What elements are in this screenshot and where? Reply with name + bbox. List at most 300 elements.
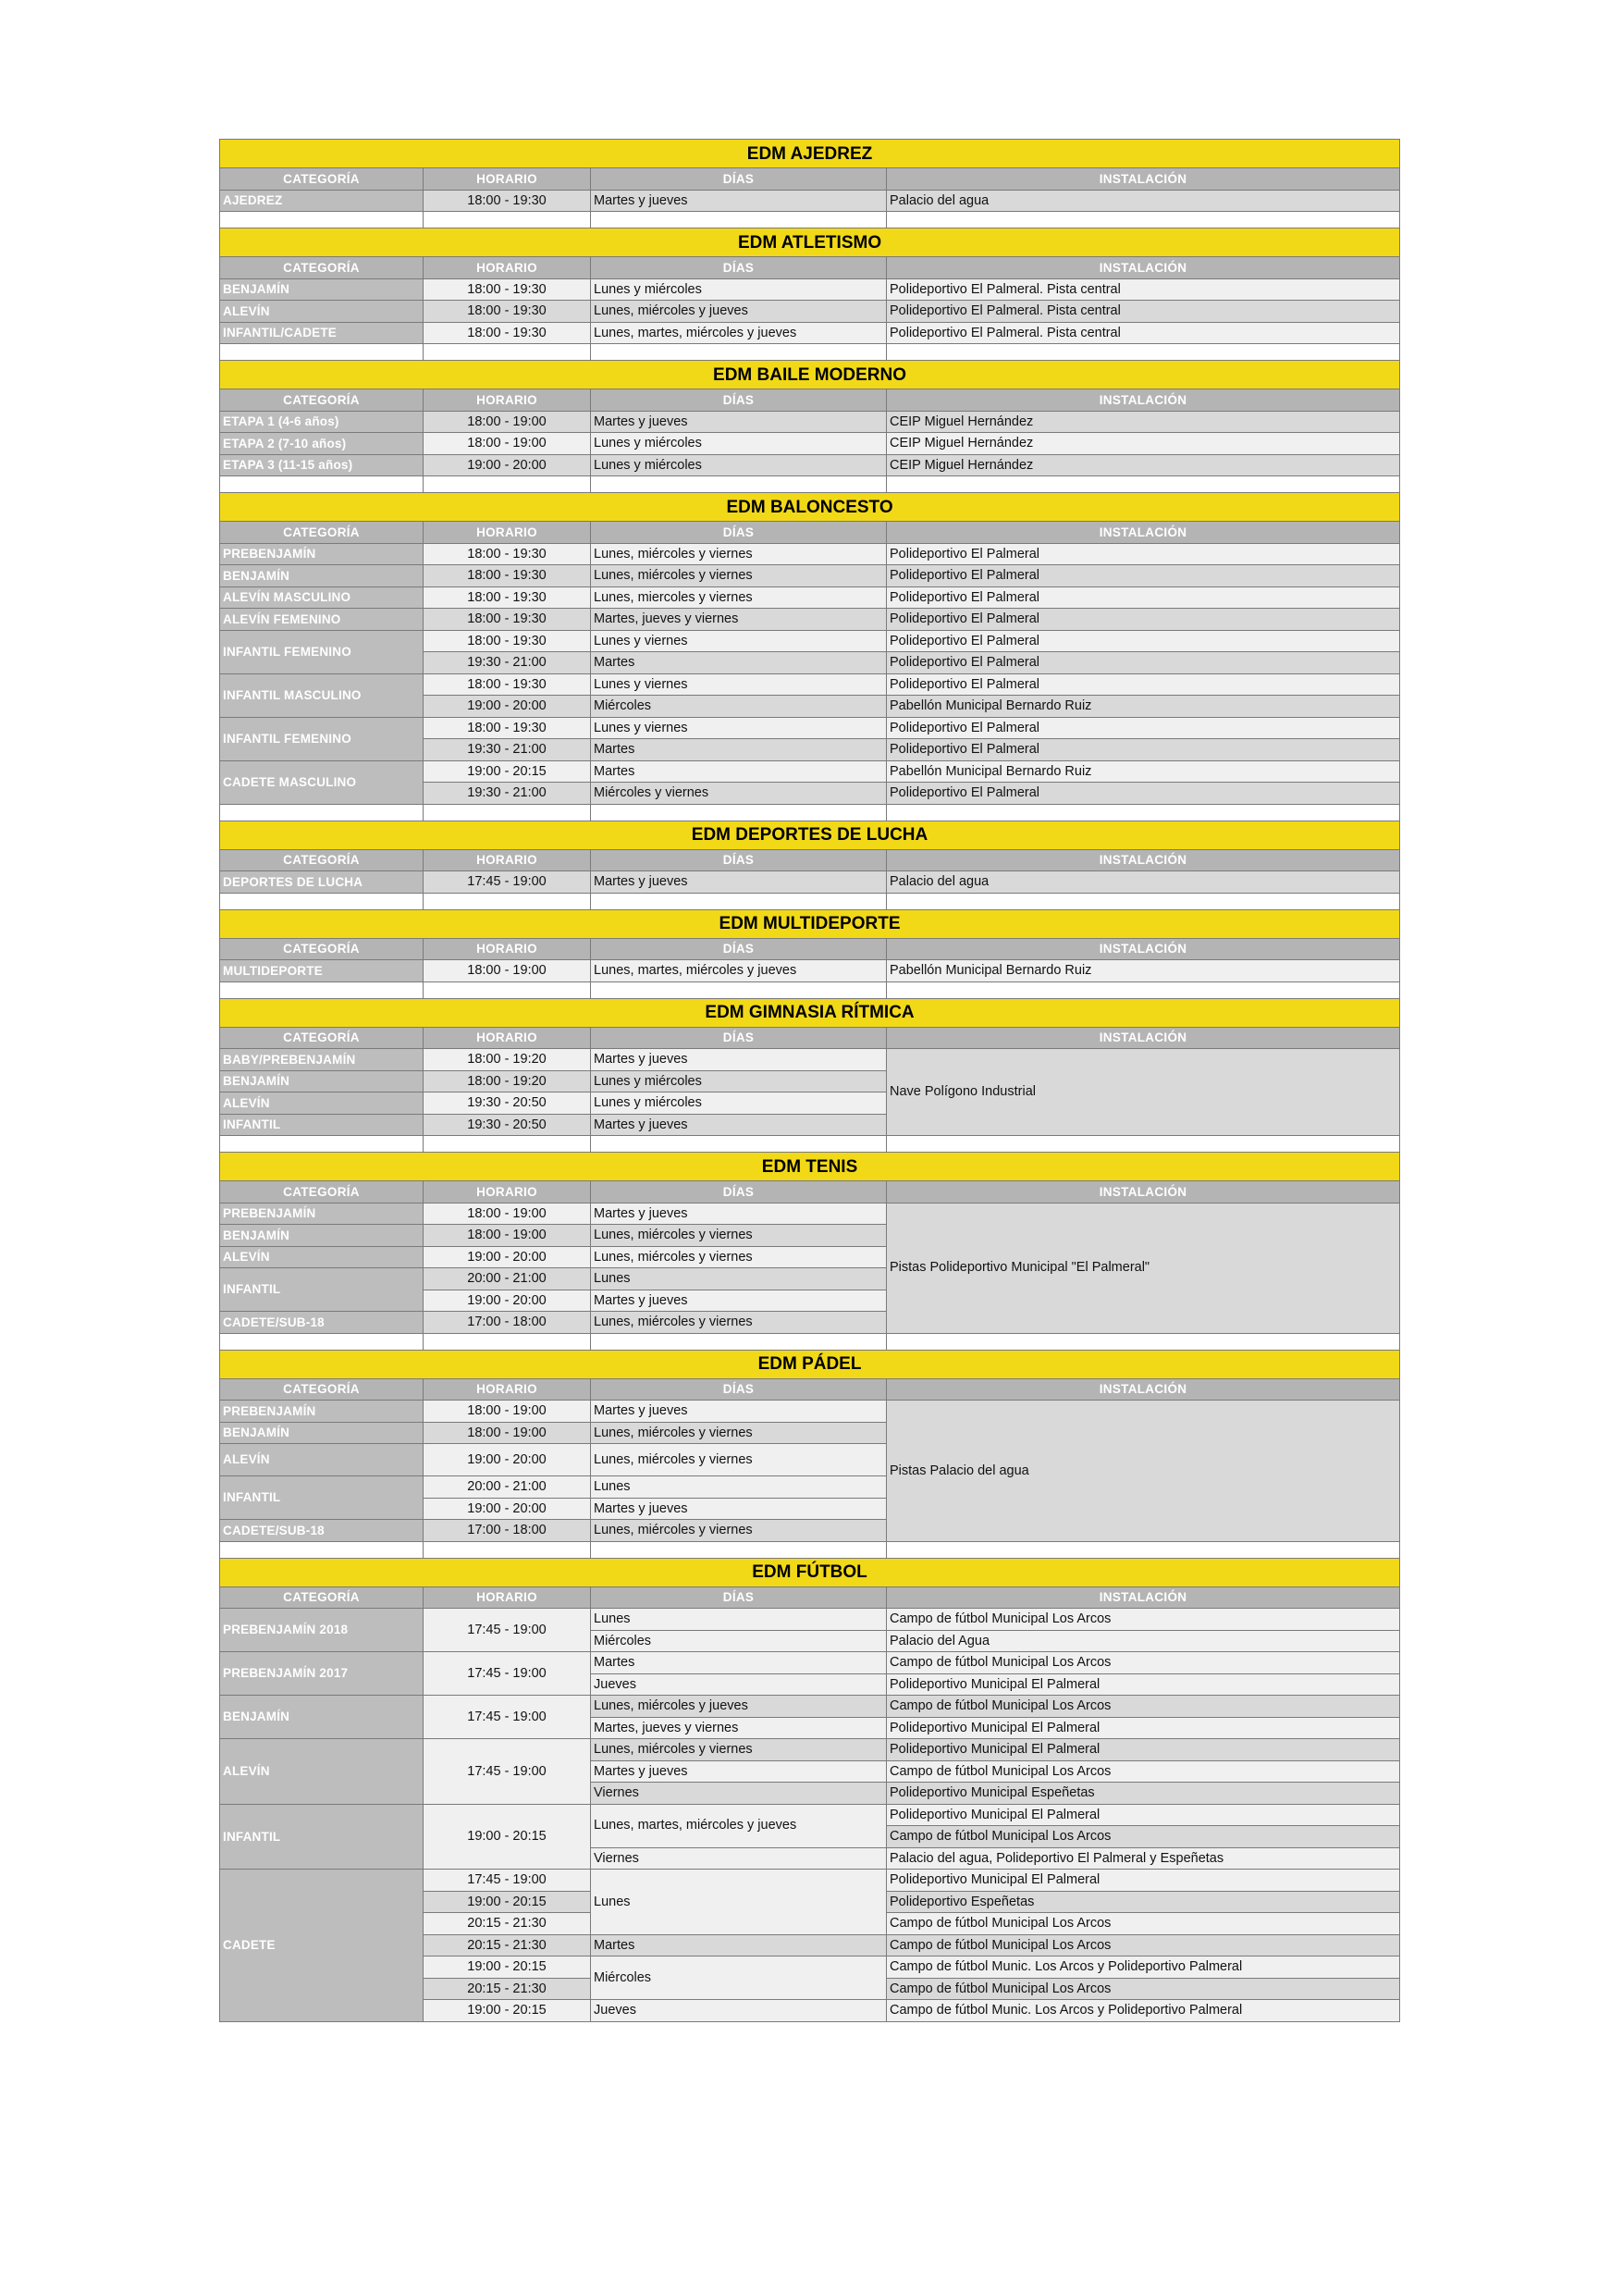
spacer-row (220, 476, 1400, 493)
info-cell: CEIP Miguel Hernández (887, 433, 1400, 455)
section-title-row (220, 361, 1400, 389)
header-dias: DÍAS (591, 1378, 887, 1401)
info-cell: Lunes, martes, miércoles y jueves (591, 322, 887, 344)
column-header-row (220, 1027, 1400, 1049)
info-cell: Pabellón Municipal Bernardo Ruiz (887, 760, 1400, 783)
info-cell: Campo de fútbol Munic. Los Arcos y Polideportivo Palmeral (887, 2000, 1400, 2022)
schedule-cell: 20:00 - 21:00 (424, 1268, 591, 1290)
header-categoria: CATEGORÍA (220, 1027, 424, 1049)
info-cell: Martes y jueves (591, 411, 887, 433)
schedule-cell: 20:00 - 21:00 (424, 1476, 591, 1499)
info-cell: Martes, jueves y viernes (591, 609, 887, 631)
header-horario: HORARIO (424, 168, 591, 191)
table-row (220, 190, 1400, 212)
category-cell: CADETE (220, 1870, 424, 2022)
info-cell: Lunes y viernes (591, 630, 887, 652)
info-cell: Lunes, miercoles y viernes (591, 586, 887, 609)
empty-cell (591, 804, 887, 821)
header-instalacion: INSTALACIÓN (887, 257, 1400, 279)
header-horario: HORARIO (424, 1378, 591, 1401)
info-cell: Palacio del Agua (887, 1630, 1400, 1652)
table-row (220, 1696, 1400, 1718)
table-row (220, 278, 1400, 301)
schedule-cell: 19:00 - 20:00 (424, 1290, 591, 1312)
schedule-cell: 19:00 - 20:00 (424, 1246, 591, 1268)
schedule-cell: 17:45 - 19:00 (424, 1652, 591, 1696)
empty-cell (424, 804, 591, 821)
schedule-cell: 17:45 - 19:00 (424, 1696, 591, 1739)
empty-cell (591, 476, 887, 493)
schedule-cell: 18:00 - 19:30 (424, 565, 591, 587)
info-cell: Miércoles y viernes (591, 783, 887, 805)
schedule-cell: 18:00 - 19:00 (424, 1401, 591, 1423)
info-cell: Campo de fútbol Municipal Los Arcos (887, 1913, 1400, 1935)
info-cell: Lunes (591, 1268, 887, 1290)
schedule-cell: 19:00 - 20:15 (424, 760, 591, 783)
info-cell: Polideportivo Municipal El Palmeral (887, 1870, 1400, 1892)
category-cell: CADETE/SUB-18 (220, 1312, 424, 1334)
info-cell: Lunes, miércoles y viernes (591, 565, 887, 587)
section-title: EDM FÚTBOL (220, 1558, 1400, 1586)
empty-cell (887, 1541, 1400, 1558)
schedule-cell: 20:15 - 21:30 (424, 1913, 591, 1935)
info-cell: Polideportivo El Palmeral (887, 717, 1400, 739)
category-cell: INFANTIL FEMENINO (220, 630, 424, 673)
info-cell: Miércoles (591, 1957, 887, 2000)
header-horario: HORARIO (424, 849, 591, 871)
schedule-cell: 19:30 - 20:50 (424, 1092, 591, 1115)
header-categoria: CATEGORÍA (220, 849, 424, 871)
empty-cell (424, 981, 591, 998)
header-categoria: CATEGORÍA (220, 1378, 424, 1401)
header-categoria: CATEGORÍA (220, 938, 424, 960)
schedule-cell: 19:00 - 20:00 (424, 1498, 591, 1520)
info-cell: Palacio del agua (887, 190, 1400, 212)
category-cell: INFANTIL (220, 1268, 424, 1312)
spacer-row (220, 1333, 1400, 1350)
info-cell: Lunes, miércoles y viernes (591, 1739, 887, 1761)
schedule-cell: 20:15 - 21:30 (424, 1934, 591, 1957)
table-row (220, 301, 1400, 323)
empty-cell (220, 981, 424, 998)
empty-cell (591, 1136, 887, 1153)
schedule-cell: 19:00 - 20:15 (424, 1957, 591, 1979)
spacer-row (220, 893, 1400, 909)
header-instalacion: INSTALACIÓN (887, 849, 1400, 871)
info-cell: Martes y jueves (591, 1290, 887, 1312)
info-cell: Polideportivo El Palmeral. Pista central (887, 301, 1400, 323)
info-cell: Lunes, martes, miércoles y jueves (591, 960, 887, 982)
header-horario: HORARIO (424, 522, 591, 544)
empty-cell (887, 212, 1400, 228)
info-cell: Viernes (591, 1847, 887, 1870)
info-cell: Pistas Polideportivo Municipal "El Palmeral" (887, 1203, 1400, 1333)
empty-cell (887, 1136, 1400, 1153)
column-header-row (220, 1586, 1400, 1609)
schedule-cell: 18:00 - 19:30 (424, 609, 591, 631)
info-cell: Martes (591, 739, 887, 761)
info-cell: Lunes y miércoles (591, 1070, 887, 1092)
section-title: EDM GIMNASIA RÍTMICA (220, 998, 1400, 1027)
header-dias: DÍAS (591, 168, 887, 191)
info-cell: Polideportivo El Palmeral (887, 586, 1400, 609)
table-row (220, 630, 1400, 652)
empty-cell (424, 476, 591, 493)
spacer-row (220, 344, 1400, 361)
info-cell: Polideportivo Municipal El Palmeral (887, 1673, 1400, 1696)
category-cell: ALEVÍN (220, 301, 424, 323)
section-title-row (220, 998, 1400, 1027)
schedule-cell: 18:00 - 19:00 (424, 433, 591, 455)
empty-cell (591, 212, 887, 228)
header-categoria: CATEGORÍA (220, 1181, 424, 1204)
table-row (220, 411, 1400, 433)
info-cell: Lunes (591, 1870, 887, 1935)
column-header-row (220, 168, 1400, 191)
category-cell: PREBENJAMÍN (220, 543, 424, 565)
header-horario: HORARIO (424, 257, 591, 279)
category-cell: ALEVÍN (220, 1739, 424, 1805)
schedule-cell: 18:00 - 19:30 (424, 673, 591, 696)
info-cell: Campo de fútbol Municipal Los Arcos (887, 1652, 1400, 1674)
schedule-cell: 18:00 - 19:30 (424, 717, 591, 739)
category-cell: INFANTIL (220, 1114, 424, 1136)
table-row (220, 1739, 1400, 1761)
schedule-cell: 18:00 - 19:30 (424, 322, 591, 344)
info-cell: Martes (591, 1934, 887, 1957)
schedule-cell: 18:00 - 19:30 (424, 543, 591, 565)
table-row (220, 1804, 1400, 1826)
column-header-row (220, 257, 1400, 279)
info-cell: Campo de fútbol Municipal Los Arcos (887, 1978, 1400, 2000)
info-cell: Lunes, miércoles y viernes (591, 1312, 887, 1334)
schedule-cell: 19:30 - 21:00 (424, 652, 591, 674)
info-cell: Lunes, miércoles y viernes (591, 1422, 887, 1444)
info-cell: Jueves (591, 2000, 887, 2022)
info-cell: Campo de fútbol Munic. Los Arcos y Polideportivo Palmeral (887, 1957, 1400, 1979)
empty-cell (220, 1541, 424, 1558)
info-cell: Polideportivo El Palmeral. Pista central (887, 278, 1400, 301)
category-cell: INFANTIL/CADETE (220, 322, 424, 344)
category-cell: ALEVÍN MASCULINO (220, 586, 424, 609)
header-categoria: CATEGORÍA (220, 1586, 424, 1609)
info-cell: Viernes (591, 1783, 887, 1805)
header-instalacion: INSTALACIÓN (887, 1586, 1400, 1609)
spacer-row (220, 981, 1400, 998)
header-horario: HORARIO (424, 1181, 591, 1204)
info-cell: Martes (591, 760, 887, 783)
info-cell: Lunes y miércoles (591, 454, 887, 476)
info-cell: Lunes y miércoles (591, 433, 887, 455)
header-dias: DÍAS (591, 1027, 887, 1049)
section-title-row (220, 493, 1400, 522)
info-cell: CEIP Miguel Hernández (887, 411, 1400, 433)
info-cell: Miércoles (591, 1630, 887, 1652)
section-title-row (220, 228, 1400, 257)
schedule-cell: 20:15 - 21:30 (424, 1978, 591, 2000)
table-row (220, 565, 1400, 587)
schedule-cell: 19:00 - 20:15 (424, 2000, 591, 2022)
category-cell: INFANTIL MASCULINO (220, 673, 424, 717)
empty-cell (591, 344, 887, 361)
table-row (220, 322, 1400, 344)
schedule-cell: 17:45 - 19:00 (424, 871, 591, 894)
table-row (220, 1401, 1400, 1423)
info-cell: Campo de fútbol Municipal Los Arcos (887, 1696, 1400, 1718)
section-title-row (220, 821, 1400, 849)
table-row (220, 760, 1400, 783)
header-dias: DÍAS (591, 849, 887, 871)
header-dias: DÍAS (591, 1586, 887, 1609)
empty-cell (220, 893, 424, 909)
header-instalacion: INSTALACIÓN (887, 168, 1400, 191)
header-dias: DÍAS (591, 257, 887, 279)
category-cell: ETAPA 1 (4-6 años) (220, 411, 424, 433)
info-cell: Lunes y miércoles (591, 278, 887, 301)
header-categoria: CATEGORÍA (220, 389, 424, 412)
schedule-cell: 19:00 - 20:15 (424, 1891, 591, 1913)
column-header-row (220, 1181, 1400, 1204)
category-cell: ALEVÍN (220, 1444, 424, 1476)
schedule-cell: 19:00 - 20:00 (424, 1444, 591, 1476)
info-cell: Martes y jueves (591, 190, 887, 212)
category-cell: BENJAMÍN (220, 1225, 424, 1247)
info-cell: Palacio del agua (887, 871, 1400, 894)
table-row (220, 673, 1400, 696)
empty-cell (887, 981, 1400, 998)
info-cell: Martes y jueves (591, 871, 887, 894)
empty-cell (424, 893, 591, 909)
table-row (220, 586, 1400, 609)
table-row (220, 1609, 1400, 1631)
empty-cell (424, 1136, 591, 1153)
info-cell: Lunes, miércoles y jueves (591, 1696, 887, 1718)
info-cell: Pabellón Municipal Bernardo Ruiz (887, 696, 1400, 718)
category-cell: BABY/PREBENJAMÍN (220, 1049, 424, 1071)
info-cell: Jueves (591, 1673, 887, 1696)
info-cell: Polideportivo El Palmeral (887, 609, 1400, 631)
empty-cell (424, 1541, 591, 1558)
empty-cell (591, 981, 887, 998)
section-title: EDM TENIS (220, 1153, 1400, 1181)
table-row (220, 1203, 1400, 1225)
info-cell: Polideportivo Municipal El Palmeral (887, 1739, 1400, 1761)
empty-cell (887, 344, 1400, 361)
column-header-row (220, 389, 1400, 412)
schedule-cell: 19:00 - 20:15 (424, 1804, 591, 1870)
info-cell: Polideportivo Espeñetas (887, 1891, 1400, 1913)
empty-cell (591, 893, 887, 909)
category-cell: INFANTIL (220, 1476, 424, 1520)
column-header-row (220, 1378, 1400, 1401)
schedule-cell: 19:30 - 20:50 (424, 1114, 591, 1136)
spacer-row (220, 1541, 1400, 1558)
empty-cell (887, 804, 1400, 821)
info-cell: Martes y jueves (591, 1401, 887, 1423)
category-cell: PREBENJAMÍN (220, 1203, 424, 1225)
empty-cell (220, 344, 424, 361)
category-cell: BENJAMÍN (220, 278, 424, 301)
section-title: EDM ATLETISMO (220, 228, 1400, 257)
table-row (220, 1652, 1400, 1674)
header-horario: HORARIO (424, 938, 591, 960)
section-title: EDM BALONCESTO (220, 493, 1400, 522)
schedule-table (219, 139, 1400, 2022)
category-cell: INFANTIL (220, 1804, 424, 1870)
info-cell: Campo de fútbol Municipal Los Arcos (887, 1826, 1400, 1848)
spacer-row (220, 1136, 1400, 1153)
schedule-cell: 18:00 - 19:20 (424, 1049, 591, 1071)
header-instalacion: INSTALACIÓN (887, 522, 1400, 544)
schedule-cell: 17:45 - 19:00 (424, 1609, 591, 1652)
empty-cell (424, 344, 591, 361)
empty-cell (424, 1333, 591, 1350)
info-cell: Polideportivo El Palmeral (887, 739, 1400, 761)
header-instalacion: INSTALACIÓN (887, 1027, 1400, 1049)
table-row (220, 1870, 1400, 1892)
spacer-row (220, 804, 1400, 821)
category-cell: DEPORTES DE LUCHA (220, 871, 424, 894)
info-cell: Lunes y viernes (591, 717, 887, 739)
header-dias: DÍAS (591, 938, 887, 960)
section-title-row (220, 909, 1400, 938)
header-instalacion: INSTALACIÓN (887, 938, 1400, 960)
info-cell: Martes y jueves (591, 1760, 887, 1783)
schedule-cell: 18:00 - 19:00 (424, 1203, 591, 1225)
header-horario: HORARIO (424, 389, 591, 412)
header-instalacion: INSTALACIÓN (887, 1378, 1400, 1401)
spacer-row (220, 212, 1400, 228)
info-cell: Polideportivo El Palmeral (887, 673, 1400, 696)
table-row (220, 433, 1400, 455)
info-cell: Miércoles (591, 696, 887, 718)
section-title: EDM BAILE MODERNO (220, 361, 1400, 389)
section-title-row (220, 140, 1400, 168)
info-cell: Martes (591, 1652, 887, 1674)
info-cell: Polideportivo El Palmeral (887, 565, 1400, 587)
info-cell: Palacio del agua, Polideportivo El Palmeral y Espeñetas (887, 1847, 1400, 1870)
info-cell: Martes (591, 652, 887, 674)
info-cell: Martes y jueves (591, 1049, 887, 1071)
header-dias: DÍAS (591, 389, 887, 412)
schedule-cell: 19:30 - 21:00 (424, 783, 591, 805)
schedule-cell: 18:00 - 19:30 (424, 630, 591, 652)
info-cell: Lunes, miércoles y viernes (591, 1225, 887, 1247)
category-cell: CADETE MASCULINO (220, 760, 424, 804)
category-cell: ALEVÍN (220, 1246, 424, 1268)
info-cell: Pabellón Municipal Bernardo Ruiz (887, 960, 1400, 982)
category-cell: BENJAMÍN (220, 1696, 424, 1739)
info-cell: Martes y jueves (591, 1498, 887, 1520)
category-cell: ETAPA 3 (11-15 años) (220, 454, 424, 476)
schedule-cell: 19:30 - 21:00 (424, 739, 591, 761)
schedule-cell: 18:00 - 19:00 (424, 411, 591, 433)
empty-cell (220, 476, 424, 493)
header-instalacion: INSTALACIÓN (887, 389, 1400, 412)
schedule-cell: 18:00 - 19:30 (424, 278, 591, 301)
column-header-row (220, 938, 1400, 960)
info-cell: Campo de fútbol Municipal Los Arcos (887, 1609, 1400, 1631)
header-dias: DÍAS (591, 522, 887, 544)
schedule-cell: 18:00 - 19:00 (424, 1422, 591, 1444)
table-row (220, 717, 1400, 739)
info-cell: Martes y jueves (591, 1114, 887, 1136)
schedule-cell: 18:00 - 19:30 (424, 586, 591, 609)
header-categoria: CATEGORÍA (220, 522, 424, 544)
info-cell: CEIP Miguel Hernández (887, 454, 1400, 476)
category-cell: CADETE/SUB-18 (220, 1520, 424, 1542)
header-dias: DÍAS (591, 1181, 887, 1204)
table-row (220, 960, 1400, 982)
table-row (220, 454, 1400, 476)
section-title: EDM MULTIDEPORTE (220, 909, 1400, 938)
empty-cell (591, 1333, 887, 1350)
info-cell: Polideportivo El Palmeral. Pista central (887, 322, 1400, 344)
empty-cell (220, 804, 424, 821)
empty-cell (887, 893, 1400, 909)
header-instalacion: INSTALACIÓN (887, 1181, 1400, 1204)
schedule-body (220, 140, 1400, 2022)
empty-cell (220, 1333, 424, 1350)
info-cell: Lunes (591, 1476, 887, 1499)
category-cell: ALEVÍN FEMENINO (220, 609, 424, 631)
empty-cell (887, 476, 1400, 493)
info-cell: Polideportivo El Palmeral (887, 783, 1400, 805)
category-cell: PREBENJAMÍN 2018 (220, 1609, 424, 1652)
empty-cell (220, 212, 424, 228)
info-cell: Lunes y viernes (591, 673, 887, 696)
category-cell: BENJAMÍN (220, 1070, 424, 1092)
section-title: EDM DEPORTES DE LUCHA (220, 821, 1400, 849)
empty-cell (424, 212, 591, 228)
info-cell: Pistas Palacio del agua (887, 1401, 1400, 1542)
info-cell: Lunes, miércoles y viernes (591, 1520, 887, 1542)
category-cell: PREBENJAMÍN (220, 1401, 424, 1423)
info-cell: Polideportivo El Palmeral (887, 543, 1400, 565)
schedule-cell: 18:00 - 19:30 (424, 190, 591, 212)
schedule-cell: 17:00 - 18:00 (424, 1520, 591, 1542)
schedule-cell: 18:00 - 19:30 (424, 301, 591, 323)
schedule-cell: 18:00 - 19:20 (424, 1070, 591, 1092)
section-title: EDM AJEDREZ (220, 140, 1400, 168)
info-cell: Lunes, miércoles y viernes (591, 1246, 887, 1268)
header-horario: HORARIO (424, 1586, 591, 1609)
header-categoria: CATEGORÍA (220, 257, 424, 279)
empty-cell (887, 1333, 1400, 1350)
info-cell: Lunes, miércoles y viernes (591, 543, 887, 565)
category-cell: BENJAMÍN (220, 1422, 424, 1444)
empty-cell (591, 1541, 887, 1558)
schedule-cell: 18:00 - 19:00 (424, 960, 591, 982)
info-cell: Campo de fútbol Municipal Los Arcos (887, 1760, 1400, 1783)
category-cell: AJEDREZ (220, 190, 424, 212)
category-cell: MULTIDEPORTE (220, 960, 424, 982)
category-cell: BENJAMÍN (220, 565, 424, 587)
section-title: EDM PÁDEL (220, 1350, 1400, 1378)
header-horario: HORARIO (424, 1027, 591, 1049)
info-cell: Lunes (591, 1609, 887, 1631)
info-cell: Campo de fútbol Municipal Los Arcos (887, 1934, 1400, 1957)
info-cell: Lunes, miércoles y jueves (591, 301, 887, 323)
schedule-cell: 18:00 - 19:00 (424, 1225, 591, 1247)
category-cell: ETAPA 2 (7-10 años) (220, 433, 424, 455)
empty-cell (220, 1136, 424, 1153)
category-cell: ALEVÍN (220, 1092, 424, 1115)
info-cell: Lunes y miércoles (591, 1092, 887, 1115)
table-row (220, 609, 1400, 631)
schedule-cell: 17:45 - 19:00 (424, 1739, 591, 1805)
info-cell: Polideportivo Municipal El Palmeral (887, 1804, 1400, 1826)
